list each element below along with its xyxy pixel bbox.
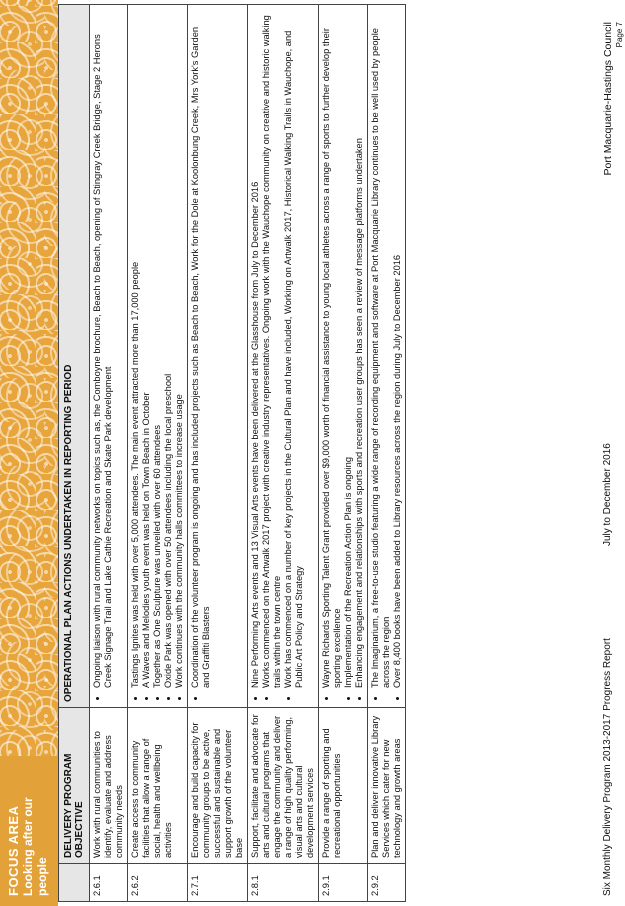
objective-code: 2.6.1 [90,864,128,902]
actions-cell [128,5,188,708]
actions-list [250,10,305,702]
actions-list [92,10,114,702]
focus-area-subtitle: Looking after our people [21,797,49,896]
footer-report-title: Six Monthly Delivery Program 2013-2017 Progress Report [602,638,613,896]
footer-council: Port Macquarie-Hastings Council [602,22,614,176]
table-row [319,5,368,902]
actions-cell [188,5,248,708]
header-objective: DELIVERY PROGRAM OBJECTIVE [59,708,90,864]
objective-code: 2.6.2 [128,864,188,902]
actions-cell [248,5,319,708]
table-header-row [59,5,90,902]
focus-area-title: FOCUS AREA [6,805,21,896]
table-row [128,5,188,902]
action-item: • Ongoing liaison with rural community networks on topics such as, the Comboyne brochure, Beach to Beach, opening of Stingray Creek Bridge, Stage 2 Herons Creek Signage Trail and Lake Cathie Recreation and Skate Park development [92,10,114,688]
action-item: • Works commenced on the Artwalk 2017 project with creative industry representatives. Ongoing work with the Wauchope community on creative and historic walking trails within the town centre [261,10,283,688]
action-item: • Enhancing engagement and relationships with sports and recreation user groups has seen a review of message platforms undertaken [354,10,365,688]
objective-text: Work with rural communities to identify, evaluate and address community needs [90,708,128,864]
action-item: • Work continues with the community halls committees to increase usage [174,10,185,688]
footer-page-number: Page 7 [615,22,624,48]
objective-code: 2.9.1 [319,864,368,902]
action-item: • Nine Performing Arts events and 13 Visual Arts events have been delivered at the Glasshouse from July to December 2016 [250,10,261,688]
table-body [90,5,406,902]
actions-list [130,10,185,702]
action-item: • Tastings Ignites was held with over 5,000 attendees. The main event attracted more than 17,000 people [130,10,141,688]
actions-cell [90,5,128,708]
actions-cell [368,5,406,708]
objective-text: Support, facilitate and advocate for arts and cultural programs that engage the community and deliver a range of high quality performing, visual arts and cultural development services [248,708,319,864]
action-item: • Coordination of the volunteer program is ongoing and has included projects such as Beach to Beach, Work for the Dole at Koolonbung Creek, Mrs York's Garden and Graffiti Blasters [190,10,212,688]
objective-code: 2.7.1 [188,864,248,902]
objective-text: Provide a range of sporting and recreational opportunities [319,708,368,864]
action-item: • Implementation of the Recreation Action Plan is ongoing [343,10,354,688]
actions-list [321,10,365,702]
actions-list [370,10,403,702]
table-row [248,5,319,902]
objective-text: Create access to community facilities that allow a range of social, health and wellbeing activities [128,708,188,864]
actions-cell [319,5,368,708]
action-item: • Wayne Richards Sporting Talent Grant provided over $9,000 worth of financial assistance to young local athletes across a range of sports to further develop their sporting excellence [321,10,343,688]
action-item: • Over 8,400 books have been added to Library resources across the region during July to December 2016 [392,10,403,688]
progress-table [58,4,406,902]
action-item: • Oxide Park was opened with over 50 attendees including the local preschool [163,10,174,688]
banner-label [0,756,58,906]
action-item: • Together as One Sculpture was unveiled with over 60 attendees [152,10,163,688]
objective-text: Plan and deliver innovative Library Services which cater for new technology and growth areas [368,708,406,864]
page-footer [600,0,625,906]
table-row [368,5,406,902]
objective-code: 2.8.1 [248,864,319,902]
header-code [59,864,90,902]
actions-list [190,10,212,702]
action-item: • A Waves and Melodies youth event was held on Town Beach in October [141,10,152,688]
footer-period: July to December 2016 [602,443,613,546]
header-actions: OPERATIONAL PLAN ACTIONS UNDERTAKEN IN REPORTING PERIOD [59,5,90,708]
table-row [188,5,248,902]
action-item: • The Imaginarium, a free-to-use studio featuring a wide range of recording equipment and software at Port Macquarie Library continues to be well used by people across the region [370,10,392,688]
focus-area-banner [0,0,58,906]
objective-text: Encourage and build capacity for community groups to be active, successful and sustainable and support growth of the volunteer base [188,708,248,864]
objective-code: 2.9.2 [368,864,406,902]
action-item: • Work has commenced on a number of key projects in the Cultural Plan and have included, Working on Artwalk 2017, Historical Walking Trails in Wauchope, and Public Art Policy and Strategy [283,10,305,688]
table-row [90,5,128,902]
